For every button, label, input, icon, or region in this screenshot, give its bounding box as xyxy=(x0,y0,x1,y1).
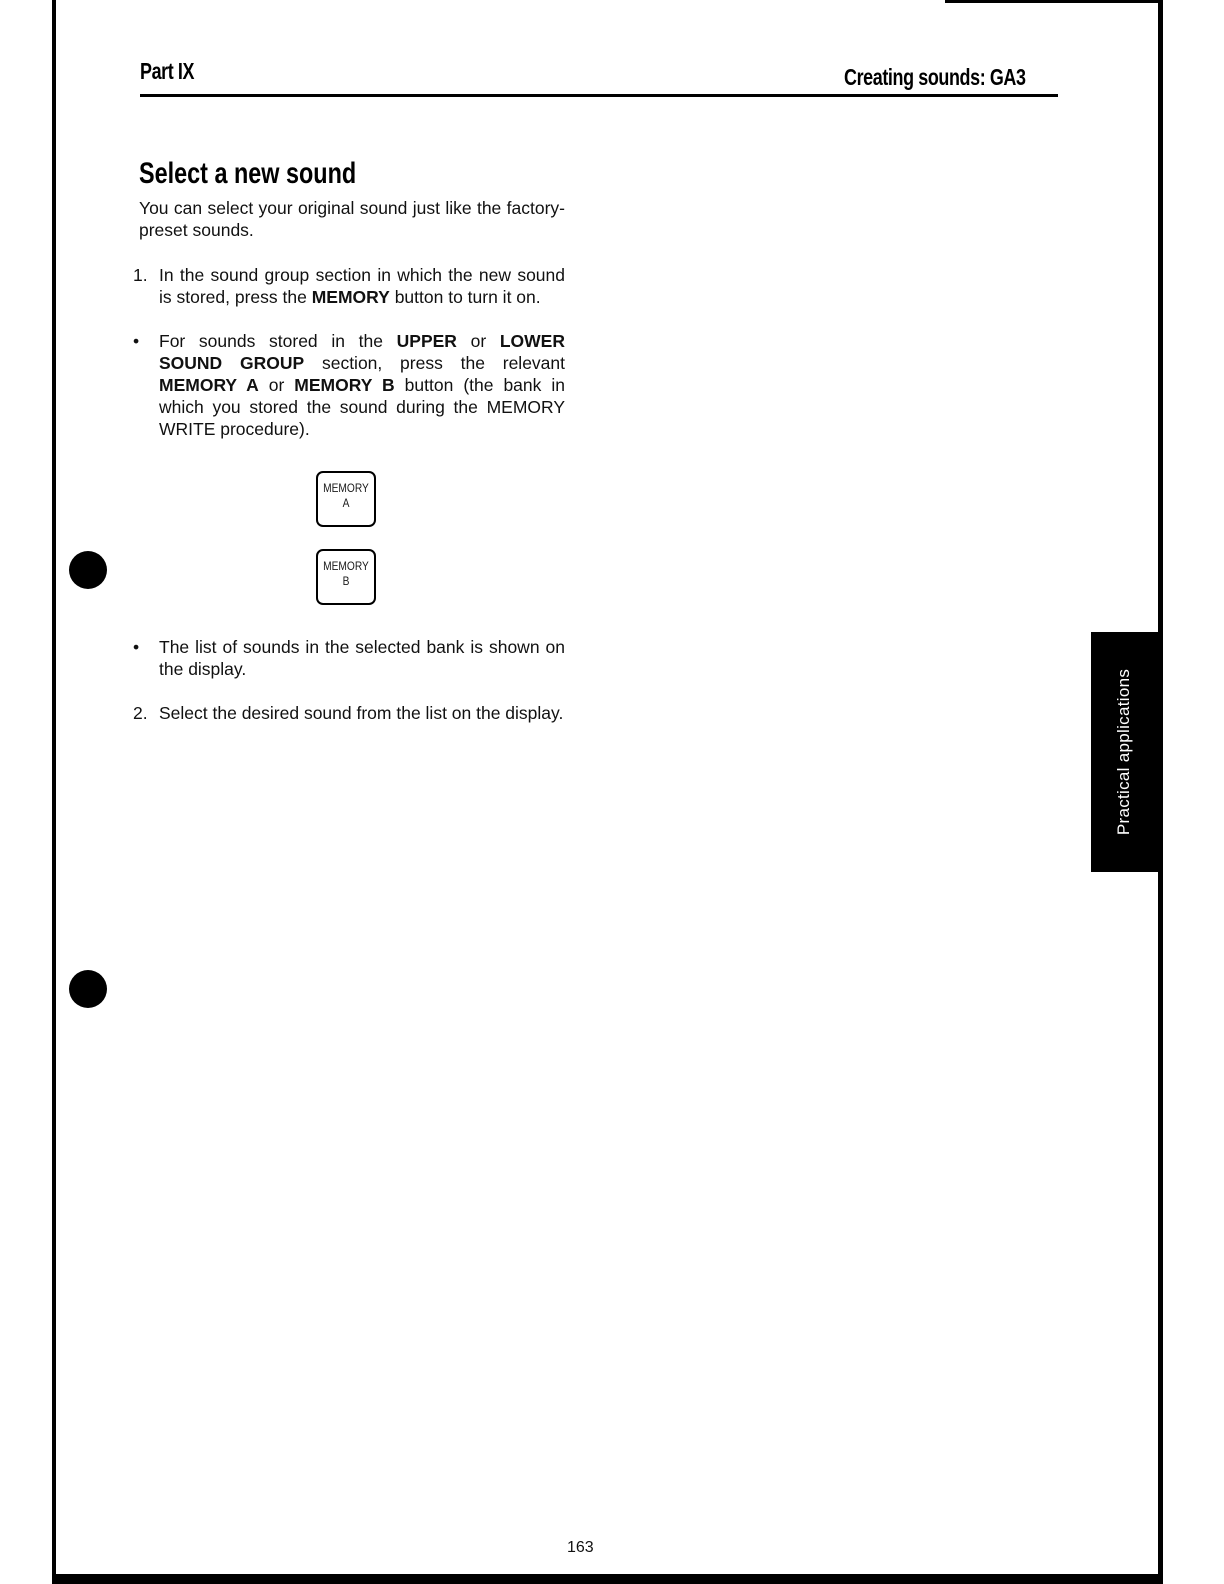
memory-a-line1: MEMORY xyxy=(323,481,369,495)
bullet-1-text-i: button (the bank in which you stored the sound during the MEMORY WRITE procedure). xyxy=(159,375,565,439)
bullet-2 xyxy=(133,636,565,680)
bullet-1 xyxy=(133,330,565,440)
bullet-1-dot: • xyxy=(133,331,140,351)
scan-border-left xyxy=(52,0,56,1584)
punch-hole-upper xyxy=(69,551,107,589)
memory-b-line2: B xyxy=(342,574,350,588)
section-title: Select a new sound xyxy=(139,157,357,190)
step-2 xyxy=(133,702,565,724)
scan-margin-right xyxy=(1163,0,1224,1584)
scan-border-top xyxy=(945,0,1158,3)
bullet-1-memory-b: MEMORY B xyxy=(294,375,395,395)
side-tab-label-wrap xyxy=(1091,632,1158,872)
scan-border-bottom xyxy=(52,1574,1163,1584)
memory-b-line1: MEMORY xyxy=(323,559,369,573)
bullet-1-lower-sound-group: LOWER SOUND GROUP xyxy=(159,331,565,373)
step-2-number: 2. xyxy=(133,703,148,723)
step-1-number: 1. xyxy=(133,265,148,285)
header-part: Part IX xyxy=(140,58,195,84)
bullet-1-text-g: or xyxy=(258,375,295,395)
bullet-1-memory-a: MEMORY A xyxy=(159,375,259,395)
memory-a-button-illustration xyxy=(316,471,376,527)
page-number: 163 xyxy=(567,1539,594,1556)
step-2-text: Select the desired sound from the list on the display. xyxy=(159,703,564,723)
bullet-2-dot: • xyxy=(133,637,140,657)
memory-a-line2: A xyxy=(342,496,350,510)
side-tab-label: Practical applications xyxy=(1114,668,1134,836)
intro-paragraph: You can select your original sound just like the factory-preset sounds. xyxy=(139,198,565,240)
bullet-1-upper: UPPER xyxy=(396,331,457,351)
header-chapter: Creating sounds: GA3 xyxy=(844,64,1026,90)
scan-margin-left xyxy=(0,0,52,1584)
bullet-2-text: The list of sounds in the selected bank is shown on the display. xyxy=(159,637,565,679)
bullet-1-text-a: For sounds stored in the xyxy=(159,331,397,351)
punch-hole-lower xyxy=(69,970,107,1008)
step-1-text: In the sound group section in which the new sound is stored, press the xyxy=(159,265,565,307)
step-1-bold: MEMORY xyxy=(311,287,390,307)
step-1 xyxy=(133,264,565,308)
memory-b-button-illustration xyxy=(316,549,376,605)
bullet-1-text-e: section, press the relevant xyxy=(304,353,566,373)
header-rule xyxy=(140,94,1058,97)
bullet-1-text-c: or xyxy=(456,331,500,351)
step-1-text-end: button to turn it on. xyxy=(389,287,541,307)
